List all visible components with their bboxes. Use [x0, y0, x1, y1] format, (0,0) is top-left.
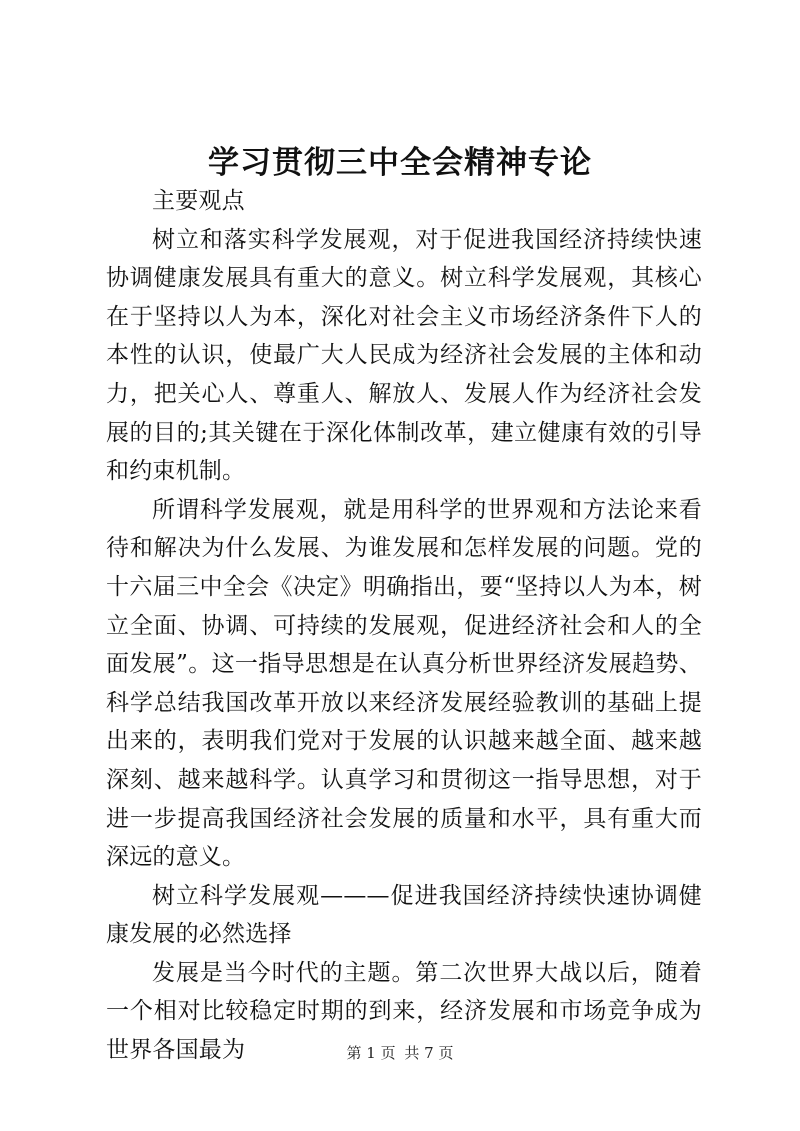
document-body [106, 182, 702, 1070]
page-number: 第 1 页 [346, 1044, 396, 1062]
paragraph: 树立和落实科学发展观，对于促进我国经济持续快速协调健康发展具有重大的意义。树立科学发展观，其核心在于坚持以人为本，深化对社会主义市场经济条件下人的本性的认识，使最广大人民成为经济社会发展的主体和动力，把关心人、尊重人、解放人、发展人作为经济社会发展的目的;其关键在于深化体制改革，建立健康有效的引导和约束机制。 [106, 226, 702, 485]
page-footer [0, 1043, 800, 1063]
paragraph: 发展是当今时代的主题。第二次世界大战以后，随着一个相对比较稳定时期的到来，经济发展和市场竞争成为世界各国最为 [106, 959, 702, 1064]
section-heading: 树立科学发展观———促进我国经济持续快速协调健康发展的必然选择 [106, 882, 702, 948]
document-title: 学习贯彻三中全会精神专论 [208, 145, 592, 181]
page-total: 共 7 页 [404, 1044, 454, 1062]
section-heading-main-points: 主要观点 [152, 188, 245, 214]
paragraph: 所谓科学发展观，就是用科学的世界观和方法论来看待和解决为什么发展、为谁发展和怎样发展的问题。党的十六届三中全会《决定》明确指出，要“坚持以人为本，树立全面、协调、可持续的发展观，促进经济社会和人的全面发展”。这一指导思想是在认真分析世界经济发展趋势、科学总结我国改革开放以来经济发展经验教训的基础上提出来的，表明我们党对于发展的认识越来越全面、越来越深刻、越来越科学。认真学习和贯彻这一指导思想，对于进一步提高我国经济社会发展的质量和水平，具有重大而深远的意义。 [106, 496, 702, 871]
